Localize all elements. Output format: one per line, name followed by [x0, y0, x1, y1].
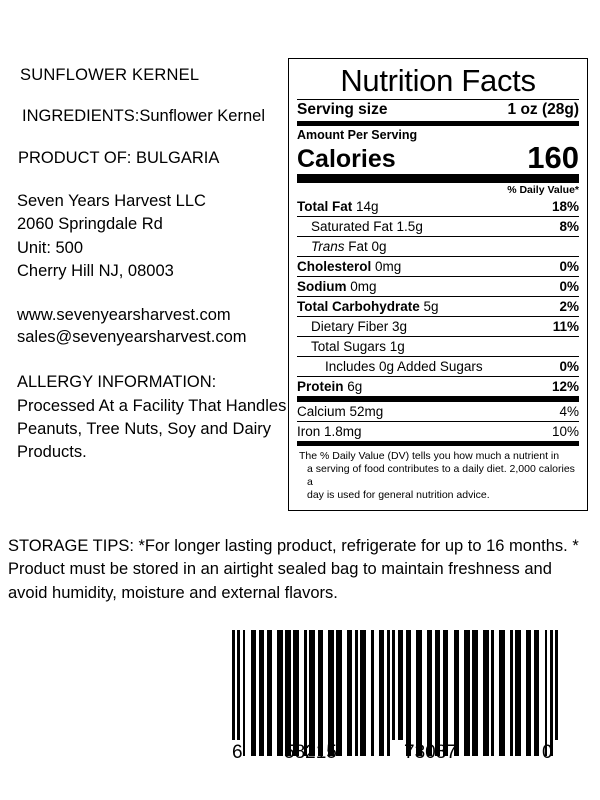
footnote-line-1: The % Daily Value (DV) tells you how much a nutrient in: [299, 449, 560, 462]
nutrient-daily-value: 11%: [552, 318, 579, 334]
calories-label: Calories: [297, 145, 396, 174]
nutrient-row: [297, 237, 579, 257]
nutrient-name: Cholesterol 0mg: [297, 258, 402, 274]
nutrient-name: Sodium 0mg: [297, 278, 377, 294]
vitamin-row: [297, 422, 579, 441]
nutrient-name: Total Carbohydrate 5g: [297, 298, 439, 314]
barcode-group-2: 73087: [404, 742, 457, 763]
vitamin-row: [297, 402, 579, 422]
nutrient-rows: [297, 197, 579, 397]
storage-tips: STORAGE TIPS: *For longer lasting product, refrigerate for up to 16 months. * Product must be stored in an airtight sealed bag to maintain freshness and avoid humidity, moisture and external flavors.: [8, 537, 579, 602]
vitamin-name: Iron 1.8mg: [297, 423, 362, 439]
vitamin-daily-value: 4%: [559, 403, 579, 419]
daily-value-header: % Daily Value*: [507, 183, 579, 196]
vitamin-name: Calcium 52mg: [297, 403, 384, 419]
allergy-heading: ALLERGY INFORMATION:: [17, 373, 217, 392]
nutrient-name: Total Sugars 1g: [311, 338, 405, 354]
nutrient-name: Protein 6g: [297, 378, 363, 394]
nutrient-daily-value: 12%: [551, 378, 579, 394]
barcode-bar: [558, 630, 561, 740]
barcode: [232, 630, 562, 766]
nutrient-name: Total Fat 14g: [297, 198, 379, 214]
nutrient-row: [297, 277, 579, 297]
allergy-text: Processed At a Facility That Handles Peanuts, Tree Nuts, Soy and Dairy Products.: [17, 396, 287, 462]
nutrient-row: [297, 317, 579, 337]
daily-value-footnote: [297, 446, 579, 505]
barcode-bars: [232, 630, 562, 740]
calories-value: 160: [527, 139, 579, 175]
nutrient-daily-value: 8%: [559, 218, 579, 234]
company-website[interactable]: www.sevenyearsharvest.com: [17, 305, 231, 324]
company-unit: Unit: 500: [17, 238, 84, 257]
product-title: SUNFLOWER KERNEL: [20, 66, 200, 84]
nutrient-daily-value: 0%: [559, 278, 579, 294]
company-name: Seven Years Harvest LLC: [17, 191, 206, 210]
nutrient-name: Saturated Fat 1.5g: [311, 218, 423, 234]
nutrient-name: Trans Fat 0g: [311, 238, 387, 254]
country-of-origin: PRODUCT OF: BULGARIA: [18, 148, 220, 167]
nutrient-row: [297, 337, 579, 357]
nutrient-daily-value: 0%: [559, 258, 579, 274]
company-address-block: [17, 190, 288, 284]
nutrient-daily-value: 18%: [551, 198, 579, 214]
vitamin-daily-value: 10%: [551, 423, 579, 439]
company-email[interactable]: sales@sevenyearsharvest.com: [17, 328, 247, 347]
footnote-line-3: day is used for general nutrition advice.: [307, 488, 490, 501]
contact-block: [17, 304, 288, 350]
barcode-right-digit: 0: [542, 742, 553, 763]
amount-per-serving-label: Amount Per Serving: [297, 127, 418, 142]
nutrient-row: [297, 357, 579, 377]
serving-size-row: [297, 100, 579, 121]
nutrient-row: [297, 297, 579, 317]
serving-size-value: 1 oz (28g): [507, 100, 579, 118]
nutrient-daily-value: 0%: [559, 358, 579, 374]
nutrient-row: [297, 257, 579, 277]
allergy-information: [17, 371, 288, 465]
nutrient-name: Includes 0g Added Sugars: [325, 358, 483, 374]
footnote-line-2: a serving of food contributes to a daily diet. 2,000 calories a: [307, 462, 575, 488]
nutrient-row: [297, 217, 579, 237]
barcode-digits: [232, 742, 562, 766]
calories-row: [297, 139, 579, 175]
company-city-state-zip: Cherry Hill NJ, 08003: [17, 262, 174, 281]
barcode-group-1: 58215: [284, 742, 337, 763]
serving-size-label: Serving size: [297, 100, 388, 118]
nutrient-row: [297, 377, 579, 397]
nutrient-name: Dietary Fiber 3g: [311, 318, 408, 334]
nutrition-facts-panel: [288, 58, 588, 511]
vitamin-rows: [297, 402, 579, 441]
nutrient-daily-value: 2%: [559, 298, 579, 314]
barcode-left-digit: 6: [232, 742, 243, 763]
ingredients-text: INGREDIENTS:Sunflower Kernel: [22, 107, 265, 125]
company-street: 2060 Springdale Rd: [17, 215, 163, 234]
product-info-column: [16, 66, 288, 465]
nutrition-facts-title: Nutrition Facts: [340, 63, 536, 98]
nutrient-row: [297, 197, 579, 217]
